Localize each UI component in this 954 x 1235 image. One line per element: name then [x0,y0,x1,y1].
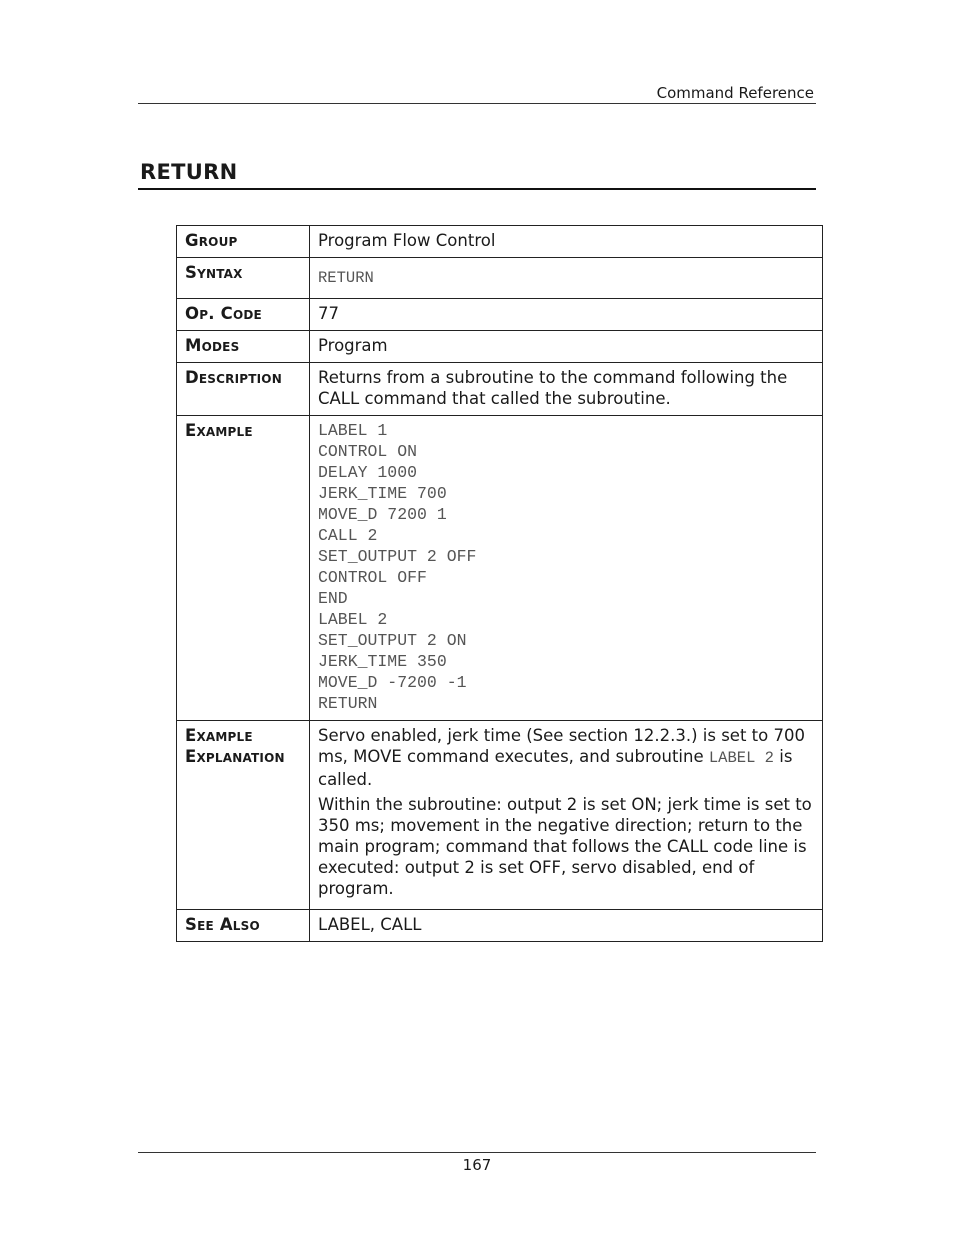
code-line: CONTROL ON [318,442,418,461]
page-number: 167 [462,1156,492,1174]
row-opcode [177,299,823,331]
code-line: CALL 2 [318,526,378,545]
footer-divider [138,1152,816,1153]
explanation-p1-code: LABEL 2 [708,749,774,767]
explanation-p1-text: Servo enabled, jerk time (See section 12.2.3.) is set to 700 ms, MOVE command executes, and subroutine [318,726,805,766]
label-opcode: Op. Code [177,299,310,331]
code-line: LABEL 1 [318,421,388,440]
code-line: SET_OUTPUT 2 ON [318,631,467,650]
label-modes: Modes [177,331,310,363]
row-explanation [177,721,823,910]
example-code [310,416,823,721]
label-syntax: Syntax [177,258,310,299]
explanation-paragraph-1 [318,725,814,790]
running-header: Command Reference [656,84,814,102]
label-group: Group [177,226,310,258]
header-divider [138,103,816,104]
row-example [177,416,823,721]
explanation-paragraph-2: Within the subroutine: output 2 is set ON; jerk time is set to 350 ms; movement in the negative direction; return to the main program; command that follows the CALL code line is executed: output 2 is set OFF, servo disabled, end of program. [318,795,812,898]
label-example: Example [177,416,310,721]
code-line: LABEL 2 [318,610,388,629]
value-syntax: RETURN [318,269,374,287]
code-line: RETURN [318,694,378,713]
code-line: SET_OUTPUT 2 OFF [318,547,477,566]
code-line: CONTROL OFF [318,568,427,587]
label-explanation-line1: Example [185,726,253,745]
row-syntax [177,258,823,299]
value-description: Returns from a subroutine to the command following the CALL command that called the subroutine. [310,363,823,416]
command-reference-table [176,225,823,942]
row-description [177,363,823,416]
value-group: Program Flow Control [310,226,823,258]
code-line: DELAY 1000 [318,463,418,482]
title-divider [138,188,816,190]
row-group [177,226,823,258]
label-description: Description [177,363,310,416]
code-line: JERK_TIME 700 [318,484,447,503]
code-line: JERK_TIME 350 [318,652,447,671]
code-line: END [318,589,348,608]
code-line: MOVE_D 7200 1 [318,505,447,524]
page-title: RETURN [140,160,238,184]
value-opcode: 77 [310,299,823,331]
explanation-p1-tail: is called. [318,747,793,789]
value-modes: Program [310,331,823,363]
label-explanation [177,721,310,910]
code-line: MOVE_D -7200 -1 [318,673,467,692]
value-see-also: LABEL, CALL [310,910,823,942]
label-see-also: See Also [177,910,310,942]
label-explanation-line2: Explanation [185,747,285,766]
row-see-also [177,910,823,942]
row-modes [177,331,823,363]
value-explanation [310,721,823,910]
